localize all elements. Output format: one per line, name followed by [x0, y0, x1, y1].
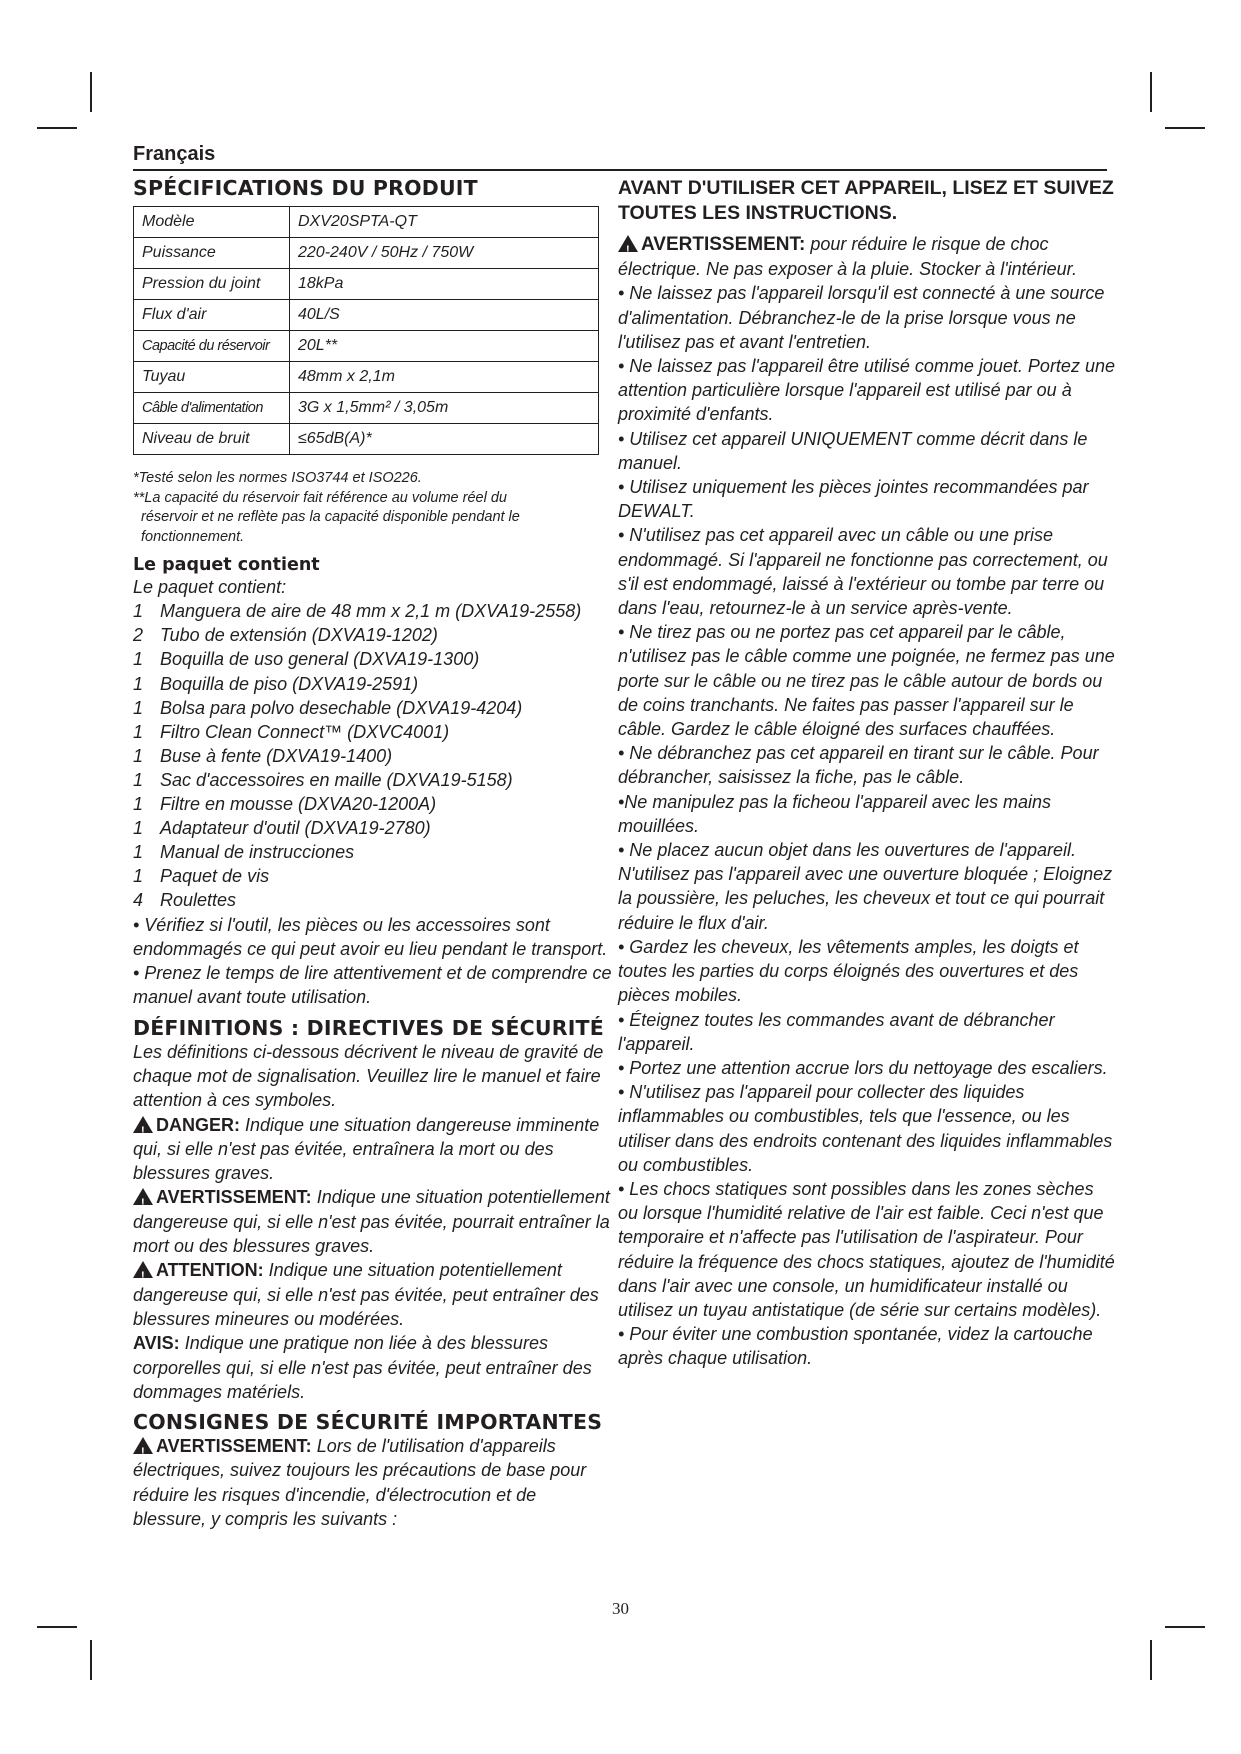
spec-label: Câble d'alimentation	[134, 393, 290, 424]
definitions-title: DÉFINITIONS : DIRECTIVES DE SÉCURITÉ	[133, 1015, 604, 1040]
list-item	[133, 647, 613, 671]
warning-triangle-icon	[618, 235, 638, 252]
danger-keyword: DANGER:	[156, 1114, 240, 1135]
spec-label: Niveau de bruit	[134, 424, 290, 455]
important-warning	[133, 1434, 613, 1531]
important-title: CONSIGNES DE SÉCURITÉ IMPORTANTES	[133, 1410, 603, 1435]
item-name: Boquilla de piso (DXVA19-2591)	[160, 673, 419, 694]
instructions-title: AVANT D'UTILISER CET APPAREIL, LISEZ ET SUIVEZ TOUTES LES INSTRUCTIONS.	[618, 177, 1114, 224]
safety-bullet: • Ne placez aucun objet dans les ouvertures de l'appareil.	[618, 840, 1077, 861]
list-item	[133, 720, 613, 744]
warning-text: Indique une situation potentiellement dangereuse qui, si elle n'est pas évitée, pourrait entraîner la mort ou des blessures graves.	[133, 1187, 610, 1257]
spec-footnote: fonctionnement.	[141, 528, 245, 545]
crop-mark	[1150, 72, 1152, 112]
spec-value: DXV20SPTA-QT	[290, 207, 599, 238]
shock-warning-keyword: AVERTISSEMENT:	[641, 234, 806, 255]
warning-triangle-icon	[133, 1261, 153, 1278]
item-qty: 1	[133, 866, 144, 887]
warning-keyword: AVERTISSEMENT:	[156, 1187, 312, 1208]
list-item	[133, 840, 613, 864]
package-verify-note: • Vérifiez si l'outil, les pièces ou les accessoires sont endommagés ce qui peut avoir eu lieu pendant le transport.	[133, 914, 608, 959]
crop-mark	[1165, 1626, 1205, 1628]
crop-mark	[90, 72, 92, 112]
list-item	[133, 792, 613, 816]
item-qty: 1	[133, 721, 144, 742]
shock-warning-text: pour réduire le risque de choc électrique. Ne pas exposer à la pluie. Stocker à l'intérieur.	[618, 234, 1078, 280]
warning-triangle-icon	[133, 1437, 153, 1454]
item-name: Filtro Clean Connect™ (DXVC4001)	[160, 721, 450, 742]
list-item	[133, 744, 613, 768]
spec-footnote: *Testé selon les normes ISO3744 et ISO226.	[133, 470, 422, 486]
spec-row	[134, 300, 599, 331]
caution-keyword: ATTENTION:	[156, 1260, 264, 1281]
item-qty: 1	[133, 601, 144, 622]
item-name: Boquilla de uso general (DXVA19-1300)	[160, 649, 480, 670]
spec-value: 20L**	[290, 331, 599, 362]
spec-row	[134, 238, 599, 269]
item-name: Sac d'accessoires en maille (DXVA19-5158)	[160, 769, 513, 790]
crop-mark	[1150, 1640, 1152, 1680]
safety-bullet: • Ne laissez pas l'appareil être utilisé comme jouet. Portez une attention particulière lorsque l'appareil est utilisé par ou à proximité d'enfants.	[618, 356, 1115, 425]
item-qty: 1	[133, 697, 144, 718]
page-number: 30	[612, 1599, 629, 1618]
item-qty: 4	[133, 890, 144, 911]
spec-label: Pression du joint	[134, 269, 290, 300]
item-qty: 1	[133, 842, 144, 863]
header-rule	[133, 169, 1107, 171]
warning-triangle-icon	[133, 1188, 153, 1205]
definitions-intro: Les définitions ci-dessous décrivent le niveau de gravité de chaque mot de signalisation. Veuillez lire le manuel et faire attention à ces symboles.	[133, 1041, 604, 1111]
spec-table	[133, 206, 599, 455]
language-heading: Français	[133, 143, 216, 165]
safety-bullet: • Ne tirez pas ou ne portez pas cet appareil par le câble, n'utilisez pas le câble comme une poignée, ne fermez pas une porte sur le câble ou ne tirez pas le câble autour de bords ou de coins tranchants. Ne faites pas passer l'appareil sur le câble. Gardez le câble éloigné des surfaces chauffées.	[618, 622, 1115, 740]
right-column	[618, 176, 1118, 1371]
package-read-note: • Prenez le temps de lire attentivement et de comprendre ce manuel avant toute utilisation.	[133, 963, 612, 1008]
spec-row	[134, 362, 599, 393]
spec-value: 40L/S	[290, 300, 599, 331]
spec-row	[134, 424, 599, 455]
important-warning-keyword: AVERTISSEMENT:	[156, 1436, 312, 1457]
spec-label: Modèle	[134, 207, 290, 238]
safety-bullet: • Les chocs statiques sont possibles dans les zones sèches ou lorsque l'humidité relative de l'air est faible. Ceci n'est que temporaire et n'affecte pas l'utilisation de l'aspirateur. Pour réduire la fréquence des chocs statiques, ajoutez de l'humidité dans l'air avec une console, un humidificateur installé ou utilisez un tuyau antistatique (de série sur certains modèles).	[618, 1178, 1115, 1320]
warning-triangle-icon	[133, 1116, 153, 1133]
list-item	[133, 888, 613, 912]
spec-row	[134, 207, 599, 238]
spec-label: Capacité du réservoir	[134, 331, 290, 362]
spec-value: 220-240V / 50Hz / 750W	[290, 238, 599, 269]
list-item	[133, 816, 613, 840]
safety-bullet: •Ne manipulez pas la ficheou l'appareil avec les mains mouillées.	[618, 791, 1051, 836]
safety-bullet: • Éteignez toutes les commandes avant de débrancher l'appareil.	[618, 1009, 1055, 1054]
item-name: Buse à fente (DXVA19-1400)	[160, 745, 393, 766]
safety-bullet: • Utilisez uniquement les pièces jointes recommandées par DEWALT.	[618, 477, 1089, 522]
left-column	[133, 176, 613, 1531]
spec-row	[134, 331, 599, 362]
spec-value: 3G x 1,5mm² / 3,05m	[290, 393, 599, 424]
item-name: Filtre en mousse (DXVA20-1200A)	[160, 794, 437, 815]
safety-bullet: • N'utilisez pas cet appareil avec un câble ou une prise endommagé. Si l'appareil ne fonctionne pas correctement, ou s'il est endommagé, laissé à l'extérieur ou tombe par terre ou dans l'eau, retournez-le à un service après-vente.	[618, 525, 1108, 619]
list-item	[133, 696, 613, 720]
crop-mark	[37, 1626, 77, 1628]
item-qty: 1	[133, 769, 144, 790]
item-name: Manguera de aire de 48 mm x 2,1 m (DXVA19-2558)	[160, 601, 582, 622]
safety-bullet: • Portez une attention accrue lors du nettoyage des escaliers.	[618, 1057, 1108, 1078]
caution-text: Indique une situation potentiellement dangereuse qui, si elle n'est pas évitée, peut entraîner des blessures mineures ou modérées.	[133, 1260, 599, 1329]
crop-mark	[90, 1640, 92, 1680]
spec-row	[134, 393, 599, 424]
list-item	[133, 672, 613, 696]
package-title: Le paquet contient	[133, 555, 320, 575]
caution-definition	[133, 1258, 613, 1331]
list-item	[133, 599, 613, 623]
safety-bullet: • Pour éviter une combustion spontanée, videz la cartouche après chaque utilisation.	[618, 1324, 1093, 1369]
safety-bullet: N'utilisez pas l'appareil avec une ouverture bloquée ; Eloignez la poussière, les peluches, les cheveux et tout ce qui pourrait réduire le flux d'air.	[618, 864, 1113, 933]
safety-bullet: • Utilisez cet appareil UNIQUEMENT comme décrit dans le manuel.	[618, 428, 1088, 473]
spec-label: Tuyau	[134, 362, 290, 393]
item-qty: 1	[133, 818, 144, 839]
spec-value: 48mm x 2,1m	[290, 362, 599, 393]
item-name: Roulettes	[160, 890, 237, 911]
danger-text: Indique une situation dangereuse imminente qui, si elle n'est pas évitée, entraînera la mort ou des blessures graves.	[133, 1114, 600, 1184]
safety-bullet: • Gardez les cheveux, les vêtements amples, les doigts et toutes les parties du corps éloignés des ouvertures et des pièces mobiles.	[618, 936, 1079, 1006]
spec-footnote: réservoir et ne reflète pas la capacité disponible pendant le	[141, 509, 520, 525]
notice-keyword: AVIS:	[133, 1333, 180, 1354]
spec-label: Flux d'air	[134, 300, 290, 331]
spec-label: Puissance	[134, 238, 290, 269]
warning-definition	[133, 1185, 613, 1258]
crop-mark	[37, 127, 77, 129]
list-item	[133, 623, 613, 647]
danger-definition	[133, 1113, 613, 1186]
item-name: Adaptateur d'outil (DXVA19-2780)	[160, 818, 431, 839]
item-name: Bolsa para polvo desechable (DXVA19-4204)	[160, 697, 523, 718]
item-name: Tubo de extensión (DXVA19-1202)	[160, 625, 438, 646]
item-qty: 2	[133, 625, 144, 646]
list-item	[133, 768, 613, 792]
important-warning-text: Lors de l'utilisation d'appareils électriques, suivez toujours les précautions de base pour réduire les risques d'incendie, d'électrocution et de blessure, y compris les suivants :	[133, 1436, 587, 1530]
safety-bullet: • N'utilisez pas l'appareil pour collecter des liquides inflammables ou combustibles, tels que l'essence, ou les utiliser dans des endroits contenant des liquides inflammables ou combustibles.	[618, 1082, 1113, 1175]
shock-warning	[618, 232, 1118, 281]
notice-definition	[133, 1331, 613, 1404]
item-qty: 1	[133, 794, 144, 815]
spec-value: 18kPa	[290, 269, 599, 300]
package-intro: Le paquet contient:	[133, 577, 287, 597]
list-item	[133, 864, 613, 888]
item-qty: 1	[133, 673, 144, 694]
spec-footnote: **La capacité du réservoir fait référence au volume réel du	[133, 489, 507, 506]
safety-bullet: • Ne laissez pas l'appareil lorsqu'il est connecté à une source d'alimentation. Débranchez-le de la prise lorsque vous ne l'utilisez pas et avant l'entretien.	[618, 283, 1105, 352]
item-name: Paquet de vis	[160, 866, 270, 887]
spec-row	[134, 269, 599, 300]
spec-value: ≤65dB(A)*	[290, 424, 599, 455]
item-qty: 1	[133, 649, 144, 670]
package-list	[133, 599, 613, 912]
safety-bullet: • Ne débranchez pas cet appareil en tirant sur le câble. Pour débrancher, saisissez la fiche, pas le câble.	[618, 743, 1099, 788]
item-name: Manual de instrucciones	[160, 842, 355, 863]
specs-title: SPÉCIFICATIONS DU PRODUIT	[133, 176, 478, 200]
notice-text: Indique une pratique non liée à des blessures corporelles qui, si elle n'est pas évitée, peut entraîner des dommages matériels.	[133, 1333, 592, 1402]
crop-mark	[1165, 127, 1205, 129]
item-qty: 1	[133, 745, 144, 766]
